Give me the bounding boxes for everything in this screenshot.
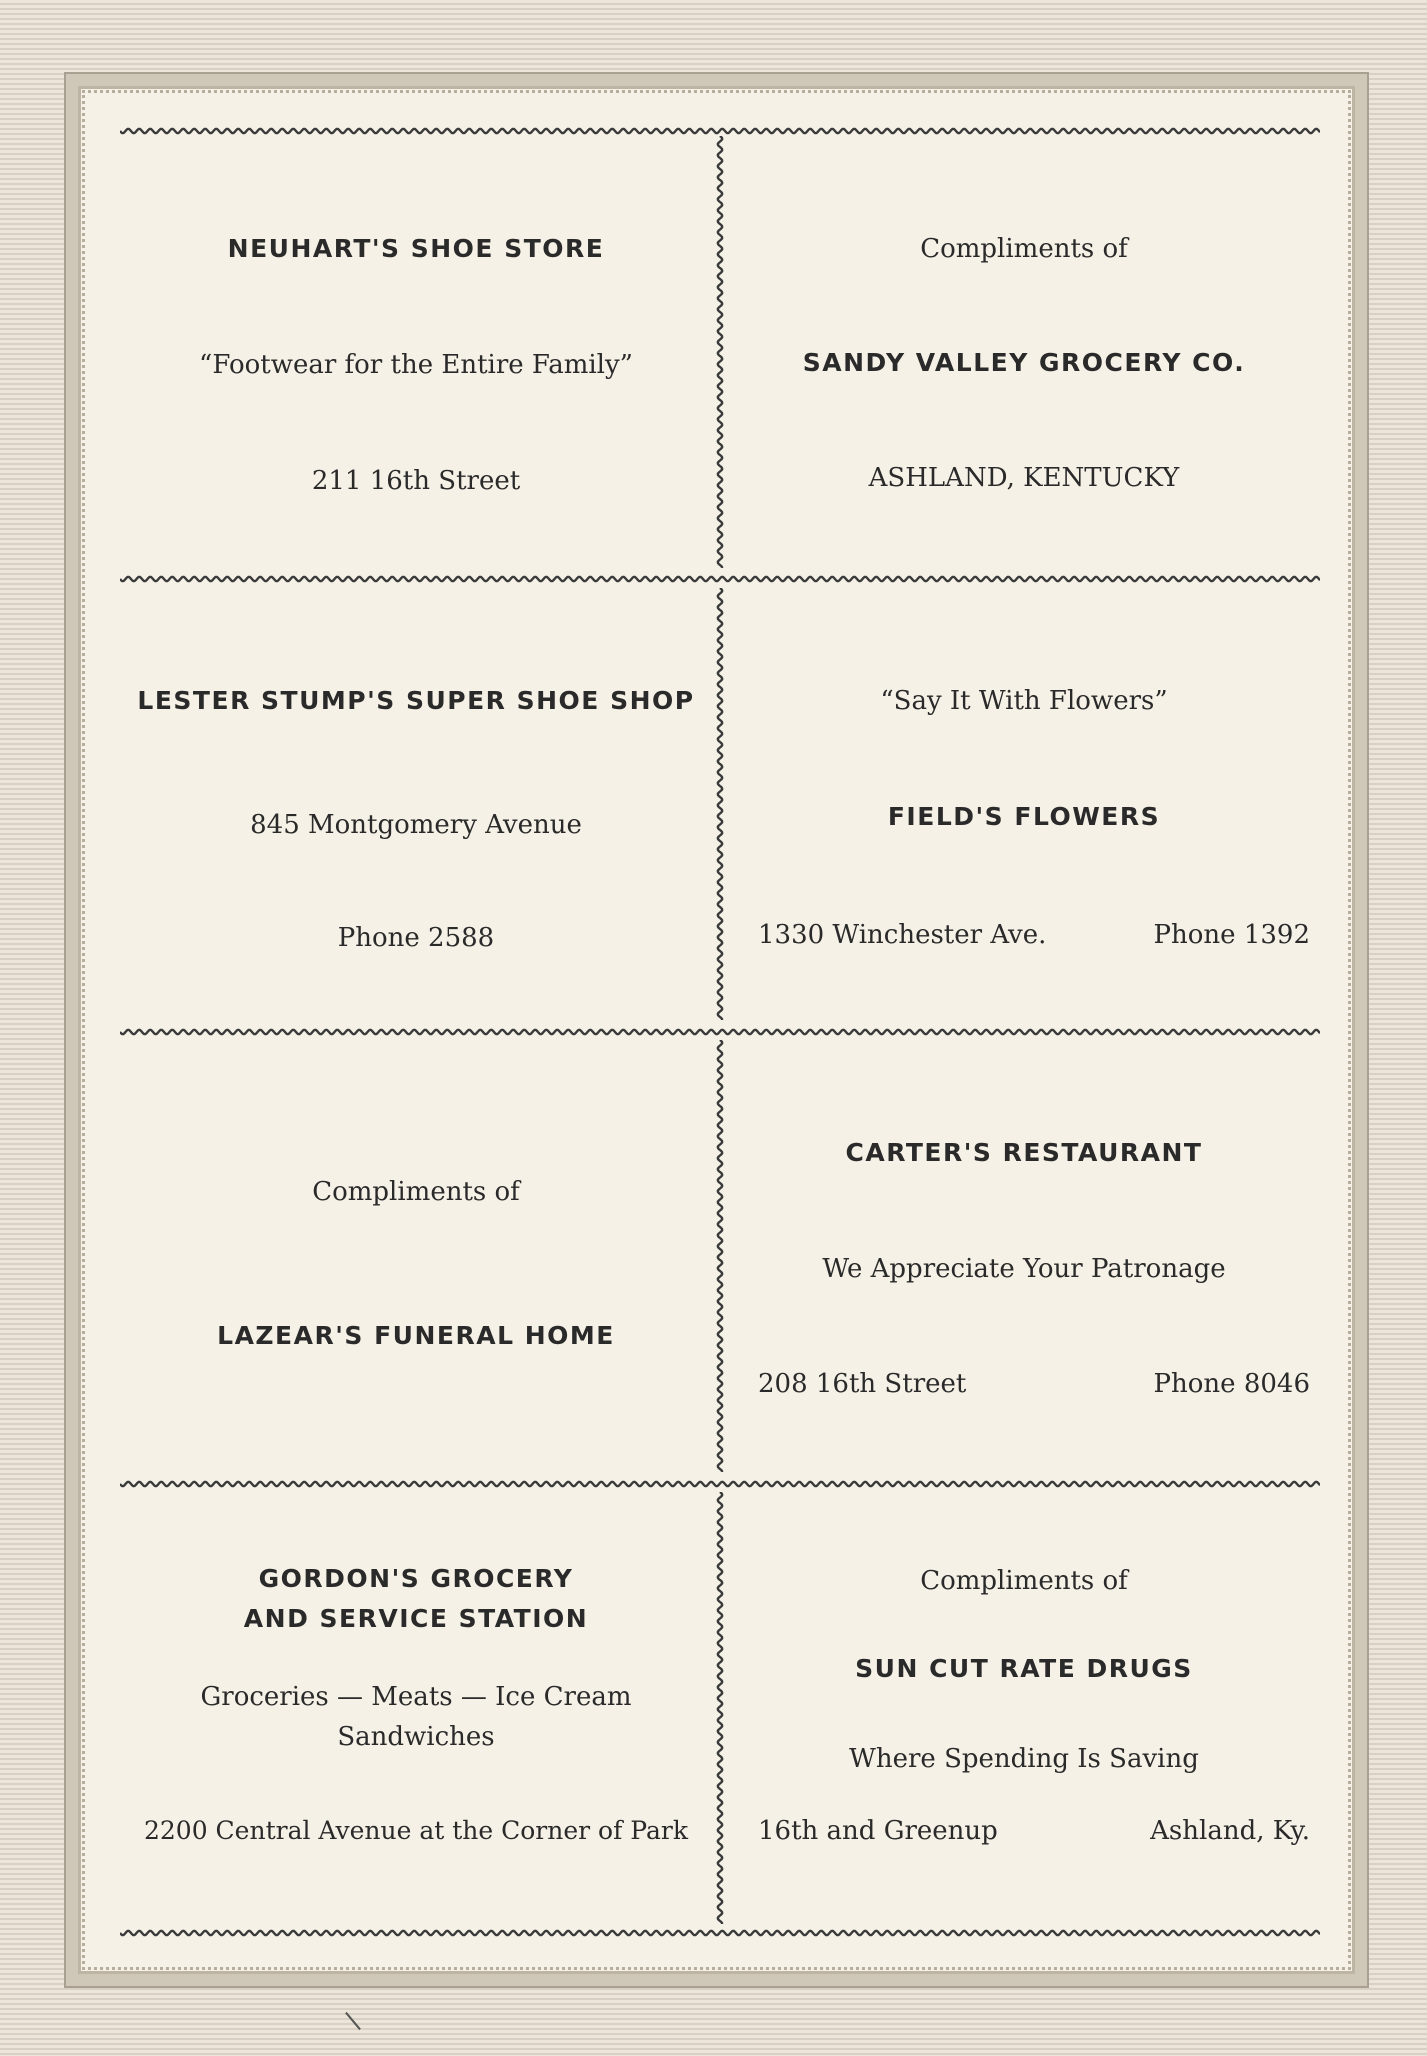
divider-top xyxy=(120,126,1320,136)
ad-intro: Compliments of xyxy=(312,1177,520,1207)
ad-address: 2200 Central Avenue at the Corner of Park xyxy=(143,1816,688,1845)
ad-phone: Phone 1392 xyxy=(1153,920,1310,950)
ad-contact-line xyxy=(758,1367,1310,1401)
ad-contact-line xyxy=(758,918,1310,952)
ad-lazears-funeral-home xyxy=(120,1040,712,1480)
ad-address: 845 Montgomery Avenue xyxy=(250,810,582,840)
ad-neuharts-shoe-store xyxy=(120,136,712,576)
stray-pencil-mark xyxy=(345,2012,361,2030)
ad-gordons-grocery xyxy=(120,1492,712,1932)
divider-vertical-4 xyxy=(715,1492,725,1924)
ad-name: FIELD'S FLOWERS xyxy=(887,802,1161,831)
ad-name: LESTER STUMP'S SUPER SHOE SHOP xyxy=(137,686,695,715)
divider-row-2 xyxy=(120,1027,1320,1037)
ad-address: 16th and Greenup xyxy=(758,1816,998,1846)
ad-name-line-1: GORDON'S GROCERY xyxy=(258,1564,574,1593)
ad-slogan: “Footwear for the Entire Family” xyxy=(199,350,633,380)
ad-goods-line-2: Sandwiches xyxy=(337,1722,495,1752)
ad-goods-line-1: Groceries — Meats — Ice Cream xyxy=(200,1682,632,1712)
ad-name: CARTER'S RESTAURANT xyxy=(845,1138,1203,1167)
ad-lester-stumps-shoe-shop xyxy=(120,588,712,1028)
ad-city: ASHLAND, KENTUCKY xyxy=(868,463,1180,493)
ad-sun-cut-rate-drugs xyxy=(728,1492,1320,1932)
ad-name: LAZEAR'S FUNERAL HOME xyxy=(217,1321,615,1350)
ad-name: NEUHART'S SHOE STORE xyxy=(227,234,605,263)
divider-vertical-1 xyxy=(715,136,725,568)
divider-vertical-2 xyxy=(715,588,725,1020)
ad-carters-restaurant xyxy=(728,1040,1320,1480)
ad-address: 1330 Winchester Ave. xyxy=(758,920,1047,950)
ad-phone: Phone 2588 xyxy=(337,923,495,953)
ad-slogan: Where Spending Is Saving xyxy=(849,1744,1199,1774)
divider-row-3 xyxy=(120,1479,1320,1489)
ad-slogan: “Say It With Flowers” xyxy=(880,686,1168,716)
ad-intro: Compliments of xyxy=(920,234,1128,264)
ad-name-line-2: AND SERVICE STATION xyxy=(243,1604,589,1633)
ad-contact-line xyxy=(758,1814,1310,1848)
ad-city: Ashland, Ky. xyxy=(1150,1816,1310,1846)
ad-phone: Phone 8046 xyxy=(1153,1369,1310,1399)
divider-vertical-3 xyxy=(715,1040,725,1472)
ad-sandy-valley-grocery xyxy=(728,136,1320,576)
ad-slogan: We Appreciate Your Patronage xyxy=(822,1254,1226,1284)
ad-address: 211 16th Street xyxy=(311,466,521,496)
ad-intro: Compliments of xyxy=(920,1566,1128,1596)
ad-name: SUN CUT RATE DRUGS xyxy=(855,1654,1193,1683)
advertisement-page xyxy=(120,126,1320,1938)
ad-address: 208 16th Street xyxy=(758,1369,967,1399)
ad-name: SANDY VALLEY GROCERY CO. xyxy=(802,348,1246,377)
ad-fields-flowers xyxy=(728,588,1320,1028)
